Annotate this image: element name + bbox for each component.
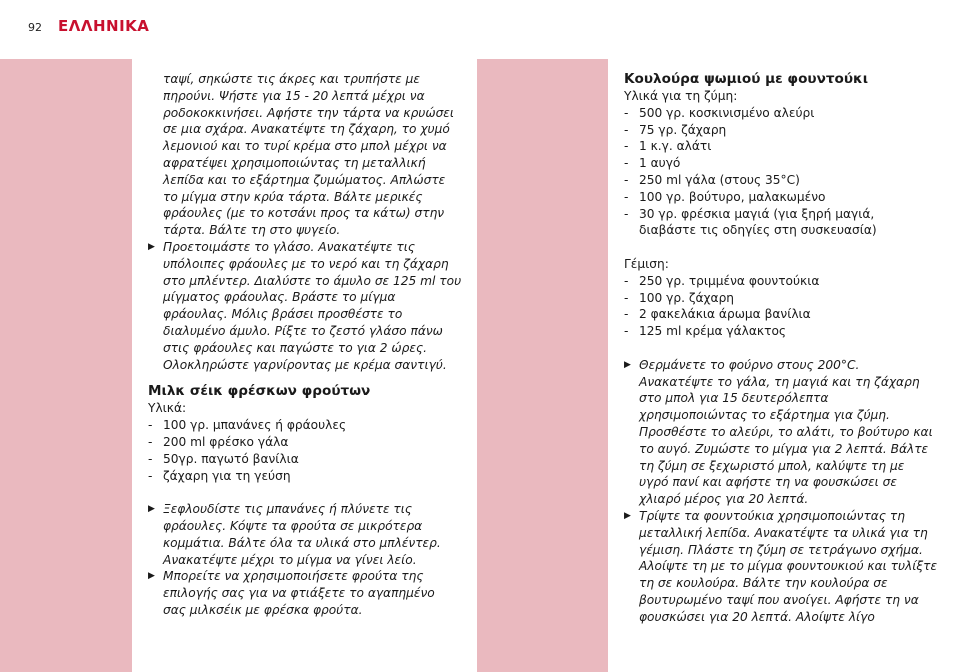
ingredient-text: 1 κ.γ. αλάτι xyxy=(639,139,712,154)
ingredient-text: 100 γρ. βούτυρο, μαλακωμένο xyxy=(639,189,826,204)
ingredient-item xyxy=(624,155,946,172)
dash-marker: - xyxy=(624,139,629,154)
ingredient-text: 500 γρ. κοσκινισμένο αλεύρι xyxy=(639,105,815,120)
dash-marker: - xyxy=(148,468,153,483)
dash-marker: - xyxy=(624,156,629,171)
text-line: διαλυμένο άμυλο. Ρίξτε το ζεστό γλάσο πάνω xyxy=(163,323,443,338)
bullet-arrow-icon: ▶ xyxy=(624,510,631,521)
ingredient-item xyxy=(624,122,946,139)
ingredient-item xyxy=(624,273,946,290)
ingredient-text: 250 γρ. τριμμένα φουντούκια xyxy=(639,273,820,288)
dash-marker: - xyxy=(624,273,629,288)
ingredient-text: 75 γρ. ζάχαρη xyxy=(639,122,727,137)
ingredient-text: 2 φακελάκια άρωμα βανίλια xyxy=(639,307,811,322)
text-line: Προετοιμάστε το γλάσο. Ανακατέψτε τις xyxy=(163,239,416,254)
text-line: φράουλες. Κόψτε τα φρούτα σε μικρότερα xyxy=(163,518,423,533)
text-line: χλιαρό μέρος για 20 λεπτά. xyxy=(639,492,809,507)
ingredient-item xyxy=(624,206,946,240)
bullet-arrow-icon: ▶ xyxy=(148,241,155,252)
ingredient-item xyxy=(624,290,946,307)
ingredient-item xyxy=(148,434,468,451)
text-line: στο μπλέντερ. Διαλύστε το άμυλο σε 125 ml του xyxy=(163,273,462,288)
bullet-arrow-icon: ▶ xyxy=(624,359,631,370)
glaze-step xyxy=(148,239,468,373)
right-column xyxy=(624,71,946,626)
ingredient-text: διαβάστε τις οδηγίες στη συσκευασία) xyxy=(639,223,877,238)
text-line: λεπίδα και το εξάρτημα ζυμώματος. Απλώστε xyxy=(163,172,446,187)
text-line: Προσθέστε το αλεύρι, το αλάτι, το βούτυρο και xyxy=(639,424,933,439)
text-line: κομμάτια. Βάλτε όλα τα υλικά στο μπλέντερ. xyxy=(163,535,441,550)
text-line: σας μιλκσέικ με φρέσκα φρούτα. xyxy=(163,602,363,617)
text-line: στο μπολ για 15 δευτερόλεπτα xyxy=(639,391,829,406)
ingredient-text: 100 γρ. ζάχαρη xyxy=(639,290,735,305)
ingredient-text: 1 αυγό xyxy=(639,156,681,171)
dash-marker: - xyxy=(624,172,629,187)
ingredient-text: 200 ml φρέσκο γάλα xyxy=(163,434,289,449)
ingredient-item xyxy=(148,451,468,468)
ingredient-item xyxy=(148,417,468,434)
ingredient-text: 100 γρ. μπανάνες ή φράουλες xyxy=(163,418,347,433)
text-line: πηρούνι. Ψήστε για 15 - 20 λεπτά μέχρι να xyxy=(163,88,425,103)
bread-step-2 xyxy=(624,508,946,626)
ingredient-text: ζάχαρη για τη γεύση xyxy=(163,468,291,483)
dash-marker: - xyxy=(624,324,629,339)
recipe-title: Μιλκ σέικ φρέσκων φρούτων xyxy=(148,383,371,400)
text-line: Τρίψτε τα φουντούκια χρησιμοποιώντας τη xyxy=(639,508,905,523)
ingredient-item xyxy=(624,323,946,340)
dash-marker: - xyxy=(624,307,629,322)
ingredient-text: 50γρ. παγωτό βανίλια xyxy=(163,451,299,466)
text-line: υπόλοιπες φράουλες με το νερό και τη ζάχαρη xyxy=(163,256,449,271)
bread-step-1 xyxy=(624,357,946,508)
recipe-title: Κουλούρα ψωμιού με φουντούκι xyxy=(624,71,868,87)
text-line: μίγματος φράουλας. Βράστε το μίγμα xyxy=(163,290,396,305)
dough-label: Υλικά για τη ζύμη: xyxy=(624,89,738,103)
text-line: το αυγό. Ζυμώστε το μίγμα για 2 λεπτά. Βάλτε xyxy=(639,441,929,456)
ingredient-item xyxy=(624,138,946,155)
text-line: Ανακατέψτε το γάλα, τη μαγιά και τη ζάχαρη xyxy=(639,374,920,389)
ingredient-item xyxy=(624,172,946,189)
text-line: φράουλας. Μόλις βράσει προσθέστε το xyxy=(163,307,403,322)
text-line: φράουλες (με το κοτσάνι προς τα κάτω) στην xyxy=(163,206,445,221)
dash-marker: - xyxy=(624,105,629,120)
filling-label: Γέμιση: xyxy=(624,256,669,271)
ingredient-item xyxy=(624,105,946,122)
page-number: 92 xyxy=(28,21,42,34)
ingredient-text: 30 γρ. φρέσκια μαγιά (για ξηρή μαγιά, xyxy=(639,206,875,221)
dash-marker: - xyxy=(624,189,629,204)
text-line: τη ζύμη σε ξεχωριστό μπολ, καλύψτε τη με xyxy=(639,458,905,473)
dash-marker: - xyxy=(624,290,629,305)
text-line: υγρό πανί και αφήστε τη να φουσκώσει σε xyxy=(639,475,897,490)
dash-marker: - xyxy=(148,451,153,466)
text-line: Ξεφλουδίστε τις μπανάνες ή πλύνετε τις xyxy=(163,502,413,517)
ingredient-text: 125 ml κρέμα γάλακτος xyxy=(639,324,787,339)
text-line: μεταλλική λεπίδα. Ανακατέψτε τα υλικά για τη xyxy=(639,525,928,540)
text-line: Αλοίψτε τη με το μίγμα φουντουκιού και τυλίξτε xyxy=(639,559,938,574)
milkshake-step-1 xyxy=(148,501,468,568)
text-line: σε μια σχάρα. Ανακατέψτε τη ζάχαρη, το χυμό xyxy=(163,122,450,137)
section-title: ΕΛΛΗΝΙΚΑ xyxy=(58,17,150,35)
text-line: χρησιμοποιώντας το εξάρτημα για ζύμη. xyxy=(639,408,890,423)
bullet-arrow-icon: ▶ xyxy=(148,571,155,582)
dash-marker: - xyxy=(624,122,629,137)
text-line: τάρτα. Βάλτε τη στο ψυγείο. xyxy=(163,223,341,238)
text-line: Ανακατέψτε μέχρι το μίγμα να γίνει λείο. xyxy=(163,552,417,567)
left-column xyxy=(148,71,468,619)
text-line: αφρατέψει χρησιμοποιώντας τη μεταλλική xyxy=(163,155,426,170)
milkshake-step-2 xyxy=(148,568,468,618)
center-margin-band xyxy=(477,59,608,672)
ingredient-item xyxy=(624,189,946,206)
text-line: ταψί, σηκώστε τις άκρες και τρυπήστε με xyxy=(163,72,420,86)
text-line: φουσκώσει για 20 λεπτά. Αλοίψτε λίγο xyxy=(639,609,875,624)
text-line: ροδοκοκκινήσει. Αφήστε την τάρτα να κρυώσει xyxy=(163,105,455,120)
text-line: Θερμάνετε το φούρνο στους 200°C. xyxy=(639,357,860,372)
text-line: γέμιση. Πλάστε τη ζύμη σε τετράγωνο σχήμα. xyxy=(639,542,923,557)
ingredient-item xyxy=(148,468,468,485)
text-line: Μπορείτε να χρησιμοποιήσετε φρούτα της xyxy=(163,569,424,584)
text-line: Ολοκληρώστε γαρνίροντας με κρέμα σαντιγύ. xyxy=(163,357,447,372)
text-line: βουτυρωμένο ταψί που ανοίγει. Αφήστε τη να xyxy=(639,592,919,607)
dash-marker: - xyxy=(148,418,153,433)
ingredient-item xyxy=(624,306,946,323)
bullet-arrow-icon: ▶ xyxy=(148,504,155,515)
ingredient-text: 250 ml γάλα (στους 35°C) xyxy=(639,172,800,187)
left-margin-band xyxy=(0,59,132,672)
dash-marker: - xyxy=(148,434,153,449)
text-line: λεμονιού και το τυρί κρέμα στο μπολ μέχρι να xyxy=(163,139,447,154)
text-line: επιλογής σας για να φτιάξετε το αγαπημένο xyxy=(163,586,435,601)
text-line: στις φράουλες και παγώστε το για 2 ώρες. xyxy=(163,340,427,355)
intro-paragraph xyxy=(148,71,468,239)
dash-marker: - xyxy=(624,206,629,221)
ingredients-label: Υλικά: xyxy=(148,401,187,416)
text-line: το μίγμα στην κρύα τάρτα. Βάλτε μερικές xyxy=(163,189,423,204)
text-line: τη σε κουλούρα. Βάλτε την κουλούρα σε xyxy=(639,576,888,591)
